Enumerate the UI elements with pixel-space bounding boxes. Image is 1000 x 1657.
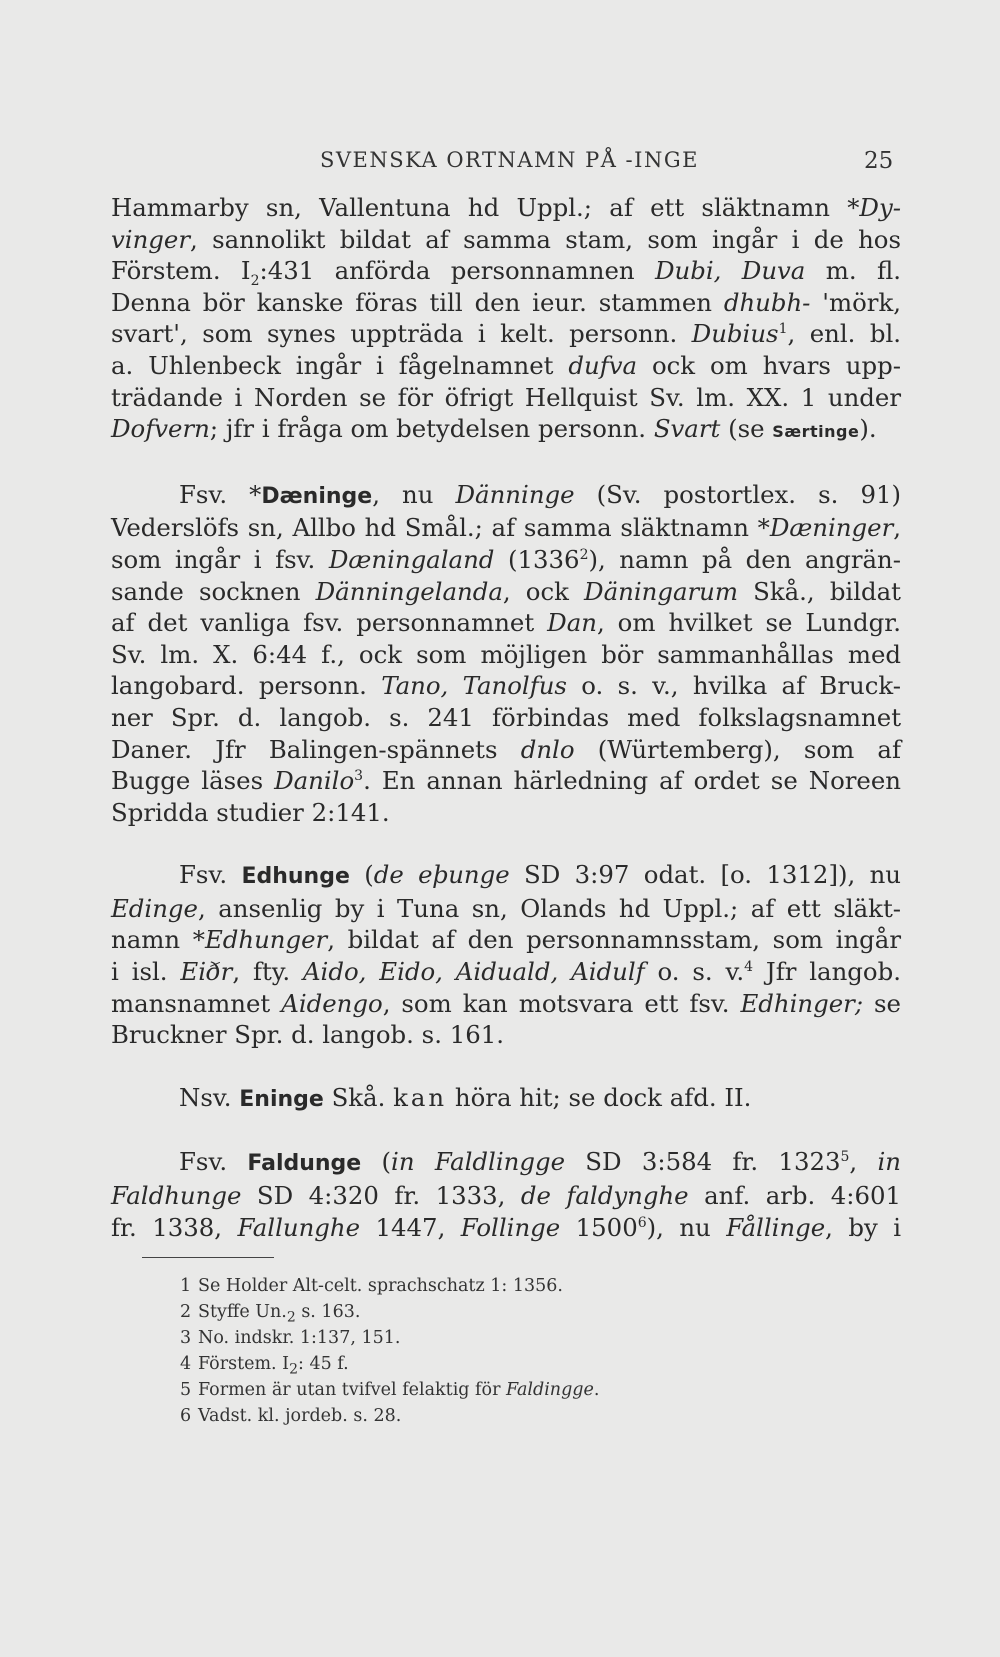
text-line: Förstem. $I_2:431$ anförda personnamnen Dubi, Duva m. fl. bbox=[111, 256, 901, 290]
text-line: Fsv. Faldunge (in Faldlingge SD 3:584 fr. 1323$^5$, in bbox=[179, 1147, 901, 1177]
footnote: 2 Styffe $Un._2$ s. 163. bbox=[180, 1302, 361, 1326]
text-line: ner Spr. d. langob. s. 241 förbindas med folkslagsnamnet bbox=[111, 702, 901, 732]
text-line: Vederslöfs sn, Allbo hd Smål.; af samma släktnamn *Dæninger, bbox=[111, 513, 901, 543]
text-line: svart', som synes uppträda i kelt. personn. Dubius$^1$, enl. bl. bbox=[111, 319, 901, 349]
text-line: i isl. Eiðr, fty. Aido, Eido, Aiduald, Aidulf o. s. v.$^4$ Jfr langob. bbox=[111, 957, 901, 987]
page-number: 25 bbox=[864, 148, 894, 174]
footnotes bbox=[180, 1273, 599, 1429]
footnote: 6 Vadst. kl. jordeb. s. 28. bbox=[180, 1406, 402, 1426]
text-line: namn *Edhunger, bildat af den personnamnsstam, som ingår bbox=[111, 925, 901, 955]
running-head: SVENSKA ORTNAMN PÅ -INGE bbox=[320, 148, 699, 172]
text-line: af det vanliga fsv. personnamnet Dan, om hvilket se Lundgr. bbox=[111, 608, 901, 638]
text-line: mansnamnet Aidengo, som kan motsvara ett fsv. Edhinger; se bbox=[111, 988, 901, 1018]
headword: Faldunge bbox=[247, 1151, 362, 1177]
body-text bbox=[111, 192, 901, 1274]
text-line: vinger, sannolikt bildat af samma stam, som ingår i de hos bbox=[111, 224, 901, 254]
text-line: sande socknen Dänningelanda, ock Däningarum Skå., bildat bbox=[111, 576, 901, 606]
entry-hammarby bbox=[111, 192, 901, 448]
text-line: Nsv. Eninge Skå. kan höra hit; se dock afd. II. bbox=[179, 1082, 752, 1112]
footnote: 3 No. indskr. 1:137, 151. bbox=[180, 1328, 401, 1348]
entry-daeninge bbox=[111, 479, 901, 829]
text-line: trädande i Norden se för öfrigt Hellquist Sv. lm. XX. 1 under bbox=[111, 382, 901, 412]
text-line: Bruckner Spr. d. langob. s. 161. bbox=[111, 1020, 505, 1050]
text-line: som ingår i fsv. Dæningaland (1336$^2$), namn på den angrän- bbox=[111, 544, 902, 574]
footnote: 1 Se Holder Alt-celt. sprachschatz 1: 1356. bbox=[180, 1276, 563, 1296]
footnote: 4 Förstem. $I_2$: 45 f. bbox=[180, 1354, 349, 1378]
entry-eninge bbox=[111, 1082, 901, 1116]
cross-reference: Særtinge bbox=[772, 422, 860, 442]
text-line: Fsv. Edhunge (de eþunge SD 3:97 odat. [o. 1312]), nu bbox=[179, 860, 901, 890]
headword: Edhunge bbox=[241, 864, 350, 890]
text-line: langobard. personn. Tano, Tanolfus o. s. v., hvilka af Bruck- bbox=[111, 671, 901, 701]
text-line: Edinge, ansenlig by i Tuna sn, Olands hd Uppl.; af ett släkt- bbox=[111, 893, 901, 923]
headword: Eninge bbox=[239, 1086, 324, 1112]
headword: Dæninge bbox=[261, 483, 373, 509]
entry-faldunge bbox=[111, 1146, 901, 1243]
text-line: Fsv. *Dæninge, nu Dänninge (Sv. postortlex. s. 91) bbox=[179, 479, 902, 509]
text-line: Sv. lm. X. 6:44 f., ock som möjligen bör sammanhållas med bbox=[111, 639, 901, 669]
footnote-rule bbox=[142, 1257, 274, 1258]
footnote: 5 Formen är utan tvifvel felaktig för Faldingge. bbox=[180, 1380, 600, 1400]
text-line: Bugge läses Danilo$^3$. En annan härledning af ordet se Noreen bbox=[111, 766, 901, 796]
text-line: Denna bör kanske föras till den ieur. stammen dhubh- 'mörk, bbox=[111, 287, 902, 317]
text-line: Spridda studier 2:141. bbox=[111, 797, 390, 827]
text-line: a. Uhlenbeck ingår i fågelnamnet dufva ock om hvars upp- bbox=[111, 350, 901, 380]
text-line: Daner. Jfr Balingen-spännets dnlo (Würtemberg), som af bbox=[111, 734, 902, 764]
text-line: Faldhunge SD 4:320 fr. 1333, de faldynghe anf. arb. 4:601 bbox=[111, 1181, 902, 1211]
text-line: fr. 1338, Fallunghe 1447, Follinge 1500$^6$), nu Fållinge, by i bbox=[111, 1212, 901, 1242]
text-line: Hammarby sn, Vallentuna hd Uppl.; af ett släktnamn *Dy- bbox=[111, 193, 901, 222]
text-line: Dofvern; jfr i fråga om betydelsen personn. Svart (se Særtinge). bbox=[111, 414, 877, 444]
entry-edhunge bbox=[111, 859, 901, 1051]
